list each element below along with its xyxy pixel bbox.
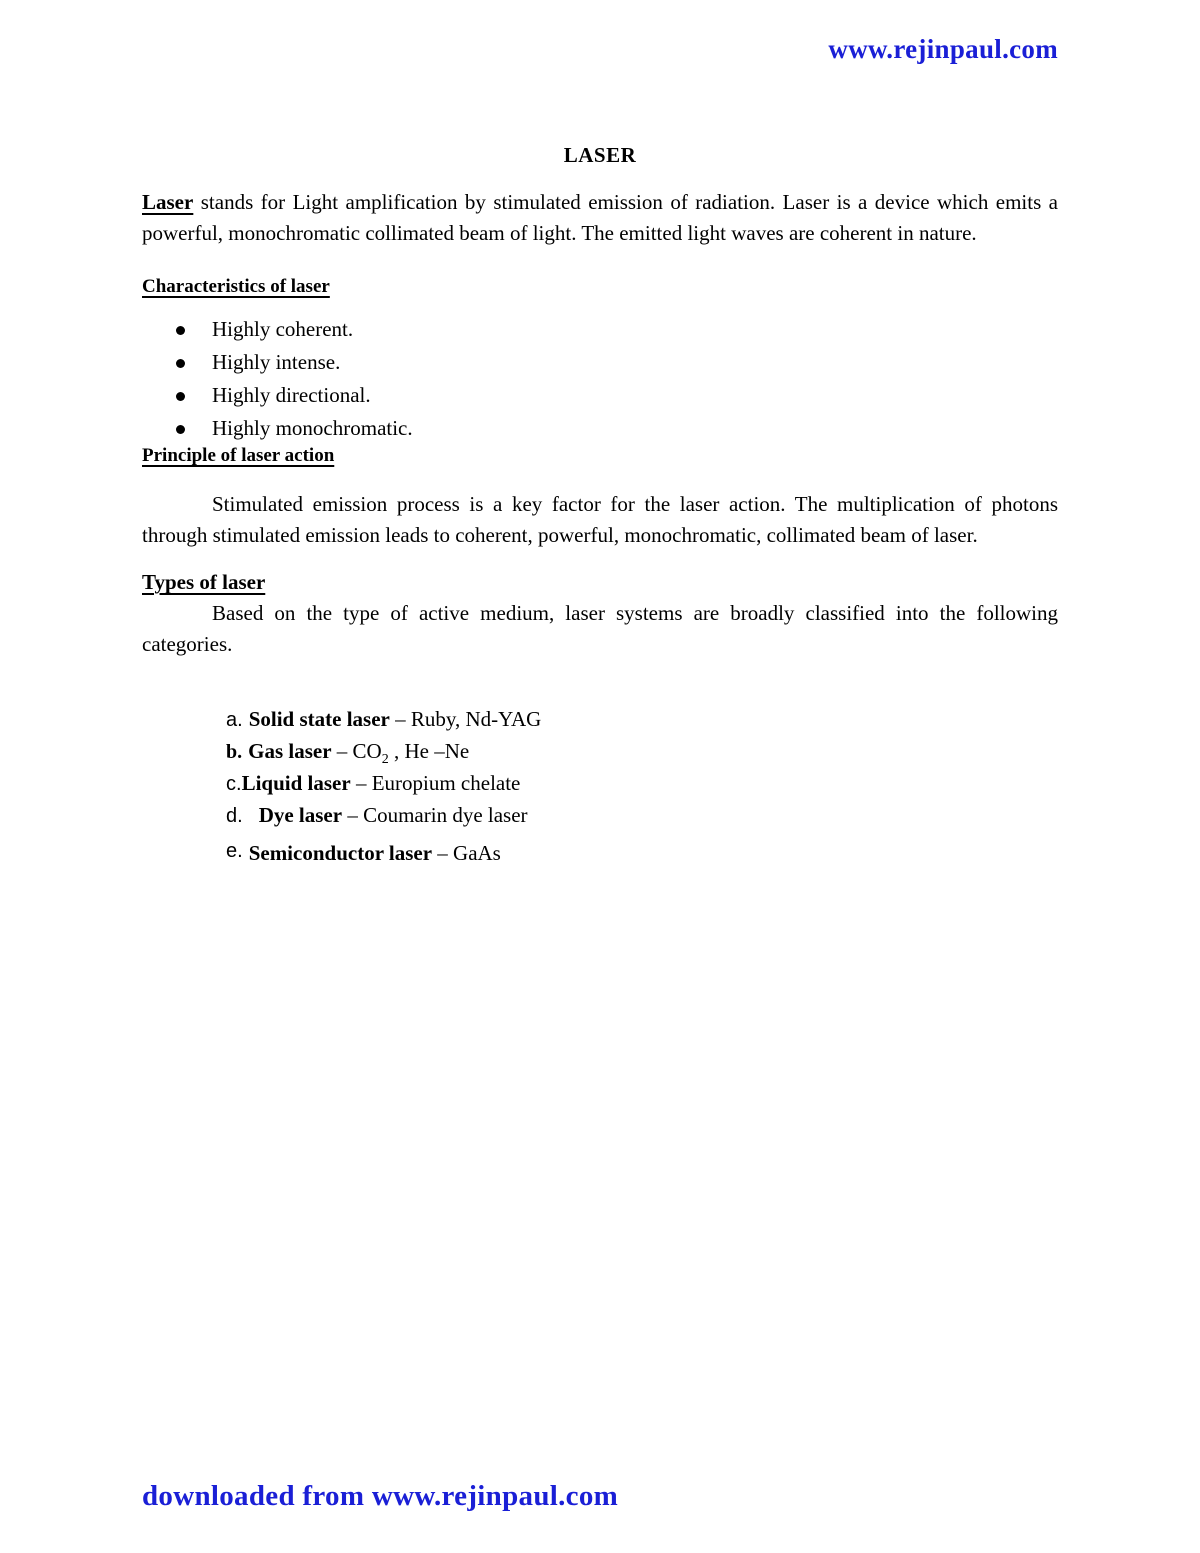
principle-paragraph: Stimulated emission process is a key factor for the laser action. The multiplication of photons through stimulated emission leads to coherent, powerful, monochromatic, collimated beam of laser. (142, 492, 1058, 547)
type-desc: – Ruby, Nd-YAG (389, 707, 542, 731)
list-item (142, 379, 1058, 412)
list-item-text: Highly coherent. (212, 317, 354, 341)
bullet-icon (176, 392, 185, 401)
list-marker: d. (226, 805, 243, 827)
characteristics-section (142, 270, 1058, 445)
type-name: Gas laser (248, 739, 332, 763)
list-item-text: Highly intense. (212, 350, 341, 374)
list-item (142, 313, 1058, 346)
list-item (142, 346, 1058, 379)
types-section (142, 567, 1058, 869)
type-desc: – CO (331, 739, 382, 763)
subscript: 2 (381, 752, 389, 768)
principle-heading: Principle of laser action (142, 445, 335, 466)
type-name: Liquid laser (241, 771, 351, 795)
intro-term: Laser (142, 190, 194, 214)
list-item-text: Highly directional. (212, 383, 371, 407)
footer-download-link[interactable]: downloaded from www.rejinpaul.com (142, 1480, 619, 1512)
list-item-text: Highly monochromatic. (212, 416, 413, 440)
type-name: Solid state laser (248, 707, 390, 731)
type-name: Semiconductor laser (248, 841, 433, 865)
list-marker: e. (226, 840, 243, 862)
document-content (142, 140, 1058, 869)
intro-text: stands for Light amplification by stimulated emission of radiation. Laser is a device which emits a powerful, monochromatic collimated beam of light. The emitted light waves are coherent in nature. (142, 190, 1058, 245)
types-heading: Types of laser (142, 570, 266, 594)
principle-section (142, 439, 1058, 551)
characteristics-list (142, 313, 1058, 445)
page-title: LASER (563, 143, 637, 167)
type-desc-tail: , He –Ne (388, 739, 470, 763)
types-intro-paragraph: Based on the type of active medium, laser systems are broadly classified into the following categories. (142, 601, 1058, 656)
list-item (142, 412, 1058, 445)
list-marker: b. (226, 741, 243, 763)
list-item (142, 736, 1058, 768)
list-item (142, 800, 1058, 832)
list-marker: c. (226, 773, 242, 795)
types-list (142, 704, 1058, 869)
type-desc: – Coumarin dye laser (342, 803, 528, 827)
characteristics-heading: Characteristics of laser (142, 276, 330, 297)
type-desc: – Europium chelate (350, 771, 521, 795)
type-desc: – GaAs (432, 841, 501, 865)
type-name: Dye laser (258, 803, 343, 827)
list-marker: a. (226, 709, 243, 731)
intro-paragraph (142, 187, 1058, 249)
header-site-link[interactable]: www.rejinpaul.com (828, 34, 1058, 64)
bullet-icon (176, 359, 185, 368)
bullet-icon (176, 425, 185, 434)
list-item (142, 836, 1058, 869)
bullet-icon (176, 326, 185, 335)
list-item (142, 768, 1058, 800)
list-item (142, 704, 1058, 736)
